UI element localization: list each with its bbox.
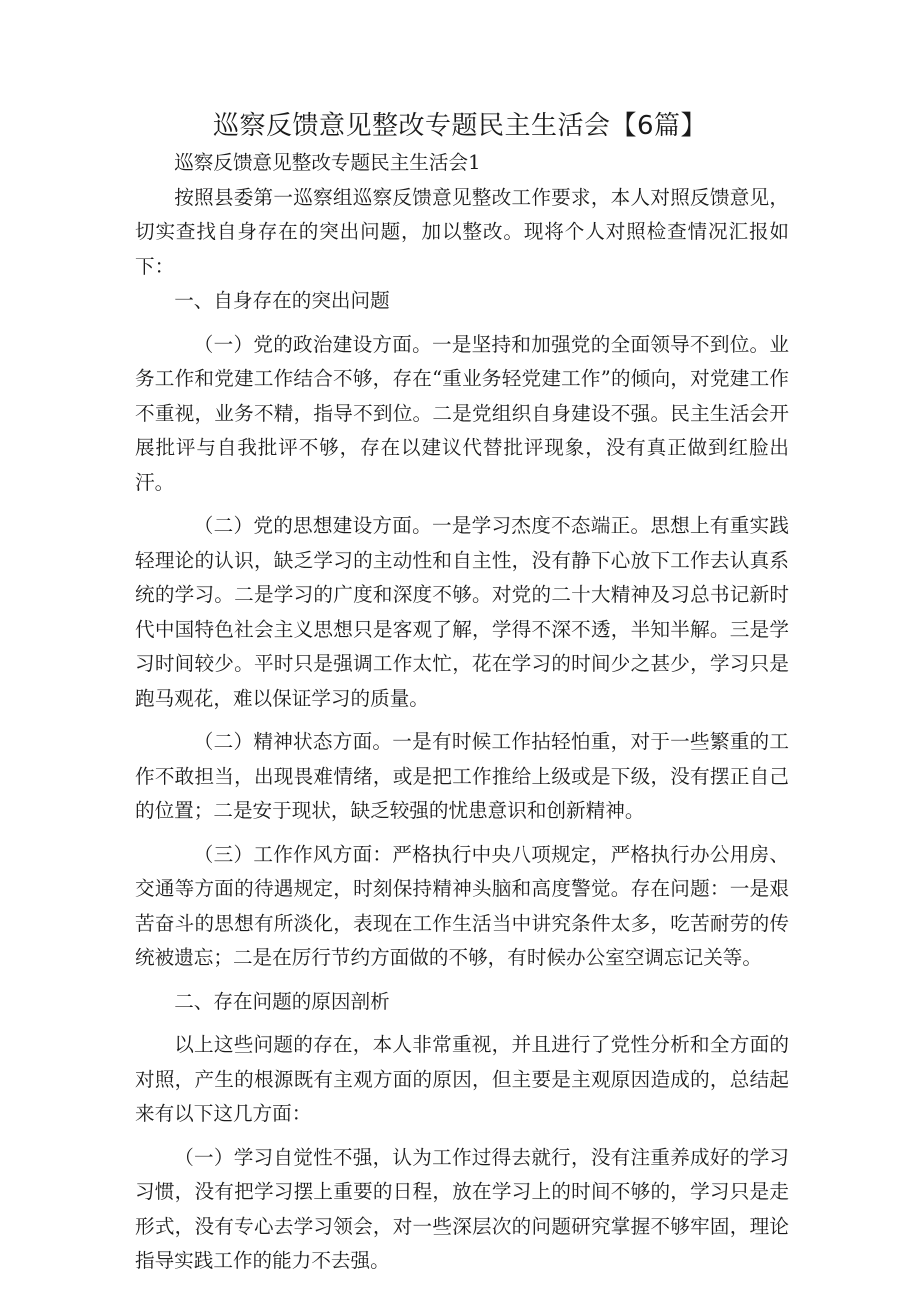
intro-paragraph: 按照县委第一巡察组巡察反馈意见整改工作要求，本人对照反馈意见，切实查找自身存在的突出问题，加以整改。现将个人对照检查情况汇报如下： (135, 185, 789, 278)
paragraph-ideological-building: （二）党的思想建设方面。一是学习杰度不态端正。思想上有重实践轻理论的认识，缺乏学习的主动性和自主性，没有静下心放下工作去认真系统的学习。二是学习的广度和深度不够。对党的二十大精神及习总书记新时代中国特色社会主义思想只是客观了解，学得不深不透，半知半解。三是学习时间较少。平时只是强调工作太忙，花在学习的时间少之甚少，学习只是跑马观花，难以保证学习的质量。 (135, 514, 789, 710)
document-subtitle: 巡察反馈意见整改专题民主生活会1 (174, 151, 481, 174)
paragraph-learning-awareness: （一）学习自觉性不强，认为工作过得去就行，没有注重养成好的学习习惯，没有把学习摆上重要的日程，放在学习上的时间不够的，学习只是走形式，没有专心去学习领会，对一些深层次的问题研究掌握不够牢固，理论指导实践工作的能力不去强。 (135, 1145, 789, 1272)
paragraph-mental-state: （二）精神状态方面。一是有时候工作拈轻怕重，对于一些繁重的工作不敢担当，出现畏难情绪，或是把工作推给上级或是下级，没有摆正自己的位置；二是安于现状，缺乏较强的忧患意识和创新精神。 (135, 730, 789, 822)
document-body (135, 146, 789, 1279)
paragraph-political-building: （一）党的政治建设方面。一是坚持和加强党的全面领导不到位。业务工作和党建工作结合不够，存在“重业务轻党建工作”的倾向，对党建工作不重视，业务不精，指导不到位。二是党组织自身建设不强。民主生活会开展批评与自我批评不够，存在以建议代替批评现象，没有真正做到红脸出汗。 (135, 332, 789, 494)
paragraph-cause-analysis: 以上这些问题的存在，本人非常重视，并且进行了党性分析和全方面的对照，产生的根源既有主观方面的原因，但主要是主观原因造成的，总结起来有以下这几方面： (135, 1033, 789, 1125)
paragraph-work-style: （三）工作作风方面：严格执行中央八项规定，严格执行办公用房、交通等方面的待遇规定，时刻保持精神头脑和高度警觉。存在问题：一是艰苦奋斗的思想有所淡化，表现在工作生活当中讲究条件太多，吃苦耐劳的传统被遗忘；二是在厉行节约方面做的不够，有时候办公室空调忘记关等。 (135, 842, 789, 969)
section-heading-2: 二、存在问题的原因剖析 (174, 989, 390, 1013)
section-heading-1: 一、自身存在的突出问题 (174, 289, 390, 312)
document-title: 巡察反馈意见整改专题民主生活会【6篇】 (212, 111, 708, 141)
